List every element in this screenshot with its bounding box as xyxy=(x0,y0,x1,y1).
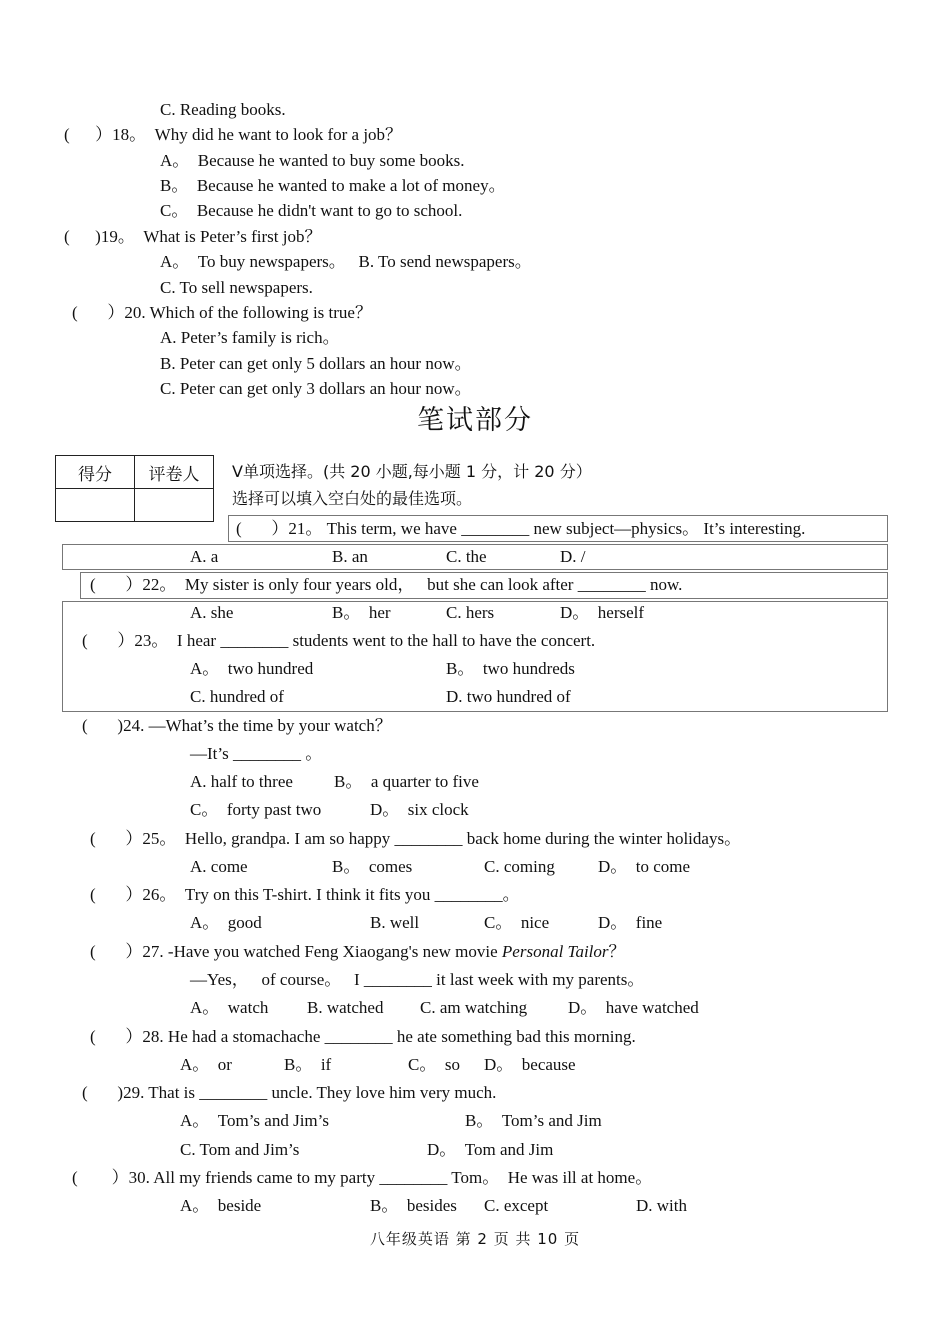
q28-stem: ( ）28. He had a stomachache ________ he ate something bad this morning. xyxy=(90,1027,636,1046)
q29-option-c: C. Tom and Jim’s xyxy=(180,1140,300,1159)
score-table xyxy=(55,455,214,522)
q23-option-b: B。 two hundreds xyxy=(446,659,575,678)
q30-option-a: A。 beside xyxy=(180,1196,262,1215)
q23-option-a: A。 two hundred xyxy=(190,659,314,678)
q21-option-d: D. / xyxy=(560,547,586,566)
q19-option-c: C. To sell newspapers. xyxy=(160,278,313,297)
q27-movie-title: Personal Tailor xyxy=(501,942,609,961)
q26-stem: ( ）26。 Try on this T-shirt. I think it fits you ________。 xyxy=(90,885,520,904)
q23-option-d: D. two hundred of xyxy=(446,687,571,706)
q18-option-a: A。 Because he wanted to buy some books. xyxy=(160,151,465,170)
q30-option-b: B。 besides xyxy=(370,1196,457,1215)
q20-option-a: A. Peter’s family is rich。 xyxy=(160,328,340,347)
q25-stem: ( ）25。 Hello, grandpa. I am so happy ________ back home during the winter holidays。 xyxy=(90,829,742,848)
q20-option-b: B. Peter can get only 5 dollars an hour now。 xyxy=(160,354,472,373)
q24-option-d: D。 six clock xyxy=(370,800,469,819)
q19-stem: ( )19。 What is Peter’s first job？ xyxy=(64,227,322,246)
q20-option-c: C. Peter can get only 3 dollars an hour now。 xyxy=(160,379,472,398)
q20-stem: ( ）20. Which of the following is true？ xyxy=(72,303,372,322)
q30-stem: ( ）30. All my friends came to my party ________ Tom。 He was ill at home。 xyxy=(72,1168,653,1187)
score-cell[interactable] xyxy=(56,489,135,522)
q26-option-d: D。 fine xyxy=(598,913,663,932)
q29-option-b: B。 Tom’s and Jim xyxy=(465,1111,602,1130)
q21-option-c: C. the xyxy=(446,547,487,566)
q27-option-b: B. watched xyxy=(307,998,384,1017)
q19-option-ab: A。 To buy newspapers。 B. To send newspapers。 xyxy=(160,252,532,271)
section-v-heading: Ⅴ单项选择。(共 20 小题,每小题 1 分，计 20 分） xyxy=(232,462,592,481)
grader-header: 评卷人 xyxy=(135,456,214,489)
q24-option-a: A. half to three xyxy=(190,772,293,791)
q18-option-b: B。 Because he wanted to make a lot of money。 xyxy=(160,176,506,195)
q28-option-b: B。 if xyxy=(284,1055,332,1074)
q24-answer: —It’s ________ 。 xyxy=(190,744,323,763)
q26-option-b: B. well xyxy=(370,913,420,932)
q30-option-c: C. except xyxy=(484,1196,549,1215)
q29-option-a: A。 Tom’s and Jim’s xyxy=(180,1111,329,1130)
q26-option-c: C。 nice xyxy=(484,913,550,932)
q25-option-d: D。 to come xyxy=(598,857,691,876)
q23-stem: ( ）23。 I hear ________ students went to the hall to have the concert. xyxy=(82,631,596,650)
q18-option-c: C。 Because he didn't want to go to school. xyxy=(160,201,463,220)
q21-stem: ( ）21。 This term, we have ________ new subject—physics。 It’s interesting. xyxy=(236,519,806,538)
grader-cell[interactable] xyxy=(135,489,214,522)
q26-option-a: A。 good xyxy=(190,913,262,932)
section-v-instruction: 选择可以填入空白处的最佳选项。 xyxy=(232,489,473,508)
q22-option-c: C. hers xyxy=(446,603,495,622)
q27-option-d: D。 have watched xyxy=(568,998,699,1017)
q25-option-a: A. come xyxy=(190,857,248,876)
q22-stem: ( ）22。 My sister is only four years old， but she can look after ________ now. xyxy=(90,575,683,594)
q27-option-a: A。 watch xyxy=(190,998,269,1017)
q22-option-d: D。 herself xyxy=(560,603,645,622)
q30-option-d: D. with xyxy=(636,1196,687,1215)
q28-option-c: C。 so xyxy=(408,1055,460,1074)
q21-option-a: A. a xyxy=(190,547,219,566)
q22-option-b: B。 her xyxy=(332,603,391,622)
q17-option-c: C. Reading books. xyxy=(160,100,286,119)
q27-answer: —Yes， of course。 I ________ it last week with my parents。 xyxy=(190,970,645,989)
q24-option-c: C。 forty past two xyxy=(190,800,322,819)
page-footer: 八年级英语 第 2 页 共 10 页 xyxy=(369,1230,581,1248)
section-title: 笔试部分 xyxy=(417,405,533,436)
q24-stem: ( )24. —What’s the time by your watch？ xyxy=(82,716,392,735)
q27-option-c: C. am watching xyxy=(420,998,528,1017)
q28-option-d: D。 because xyxy=(484,1055,576,1074)
q22-option-a: A. she xyxy=(190,603,234,622)
q23-option-c: C. hundred of xyxy=(190,687,284,706)
q24-option-b: B。 a quarter to five xyxy=(334,772,479,791)
q25-option-c: C. coming xyxy=(484,857,555,876)
q29-option-d: D。 Tom and Jim xyxy=(427,1140,554,1159)
q28-option-a: A。 or xyxy=(180,1055,232,1074)
q29-stem: ( )29. That is ________ uncle. They love him very much. xyxy=(82,1083,497,1102)
q27-stem: ( ）27. -Have you watched Feng Xiaogang's new movie Personal Tailor？ xyxy=(90,942,626,961)
score-header: 得分 xyxy=(56,456,135,489)
q21-option-b: B. an xyxy=(332,547,368,566)
q18-stem: ( ）18。 Why did he want to look for a job？ xyxy=(64,125,403,144)
q25-option-b: B。 comes xyxy=(332,857,413,876)
